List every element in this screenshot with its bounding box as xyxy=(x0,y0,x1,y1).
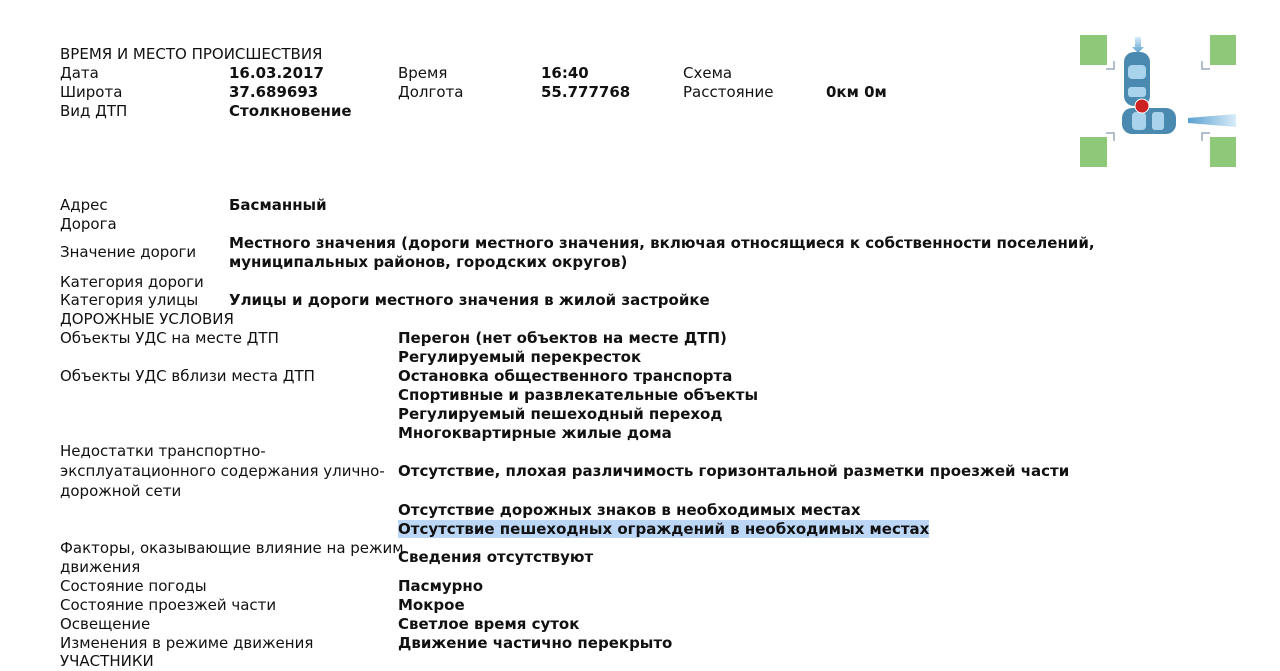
objects-near-label: Объекты УДС вблизи места ДТП xyxy=(60,367,315,385)
time-value: 16:40 xyxy=(541,64,589,82)
grass-bottom-right xyxy=(1210,137,1236,167)
longitude-label: Долгота xyxy=(398,83,464,101)
road-significance-label: Значение дороги xyxy=(60,243,197,261)
objects-near-value-3: Регулируемый пешеходный переход xyxy=(398,405,723,423)
section-title-participants: УЧАСТНИКИ xyxy=(60,652,154,670)
factors-label-line2: движения xyxy=(60,558,141,576)
distance-value: 0км 0м xyxy=(826,83,887,101)
section-title-road-conditions: ДОРОЖНЫЕ УСЛОВИЯ xyxy=(60,310,234,328)
grass-bottom-left xyxy=(1080,137,1107,167)
address-label: Адрес xyxy=(60,196,108,214)
street-category-label: Категория улицы xyxy=(60,291,199,309)
lighting-label: Освещение xyxy=(60,615,151,633)
surface-value: Мокрое xyxy=(398,596,465,614)
grass-top-right xyxy=(1210,35,1236,65)
road-significance-line1: Местного значения (дороги местного значения, включая относящиеся к собственности поселений, xyxy=(229,234,1095,252)
surface-label: Состояние проезжей части xyxy=(60,596,277,614)
factors-value: Сведения отсутствуют xyxy=(398,548,594,566)
objects-at-value-2: Регулируемый перекресток xyxy=(398,348,642,366)
address-value: Басманный xyxy=(229,196,327,214)
lighting-value: Светлое время суток xyxy=(398,615,580,633)
factors-label-line1: Факторы, оказывающие влияние на режим xyxy=(60,539,404,557)
accident-type-value: Столкновение xyxy=(229,102,352,120)
objects-near-value-2: Спортивные и развлекательные объекты xyxy=(398,386,759,404)
vehicle-1-icon xyxy=(1124,52,1150,106)
direction-arrow-top xyxy=(1132,37,1144,53)
selected-text-highlight: Отсутствие пешеходных ограждений в необходимых местах xyxy=(398,520,930,538)
road-category-label: Категория дороги xyxy=(60,273,204,291)
scheme-label: Схема xyxy=(683,64,733,82)
weather-label: Состояние погоды xyxy=(60,577,207,595)
deficiency-value-3 xyxy=(398,520,929,539)
deficiency-value-2: Отсутствие дорожных знаков в необходимых местах xyxy=(398,501,861,519)
section-title-time-place: ВРЕМЯ И МЕСТО ПРОИСШЕСТВИЯ xyxy=(60,45,323,63)
date-value: 16.03.2017 xyxy=(229,64,324,82)
deficiencies-label-line3: дорожной сети xyxy=(60,482,182,500)
distance-label: Расстояние xyxy=(683,83,774,101)
deficiencies-label-line2: эксплуатационного содержания улично- xyxy=(60,462,385,480)
latitude-value: 37.689693 xyxy=(229,83,319,101)
deficiency-value-1: Отсутствие, плохая различимость горизонтальной разметки проезжей части xyxy=(398,462,1070,480)
objects-at-value-1: Перегон (нет объектов на месте ДТП) xyxy=(398,329,727,347)
road-significance-line2: муниципальных районов, городских округов) xyxy=(229,253,628,271)
street-category-value: Улицы и дороги местного значения в жилой застройке xyxy=(229,291,710,309)
traffic-changes-label: Изменения в режиме движения xyxy=(60,634,314,652)
longitude-value: 55.777768 xyxy=(541,83,631,101)
road-label: Дорога xyxy=(60,215,117,233)
deficiencies-label-line1: Недостатки транспортно- xyxy=(60,442,266,460)
objects-near-value-1: Остановка общественного транспорта xyxy=(398,367,733,385)
traffic-changes-value: Движение частично перекрыто xyxy=(398,634,673,652)
objects-near-value-4: Многоквартирные жилые дома xyxy=(398,424,672,442)
weather-value: Пасмурно xyxy=(398,577,484,595)
date-label: Дата xyxy=(60,64,99,82)
direction-arrow-right xyxy=(1188,114,1236,127)
vehicle-2-icon xyxy=(1122,108,1176,134)
objects-at-label: Объекты УДС на месте ДТП xyxy=(60,329,279,347)
accident-type-label: Вид ДТП xyxy=(60,102,128,120)
latitude-label: Широта xyxy=(60,83,123,101)
grass-top-left xyxy=(1080,35,1107,65)
accident-scheme-diagram xyxy=(1080,35,1236,167)
impact-point-icon xyxy=(1135,99,1149,113)
time-label: Время xyxy=(398,64,448,82)
